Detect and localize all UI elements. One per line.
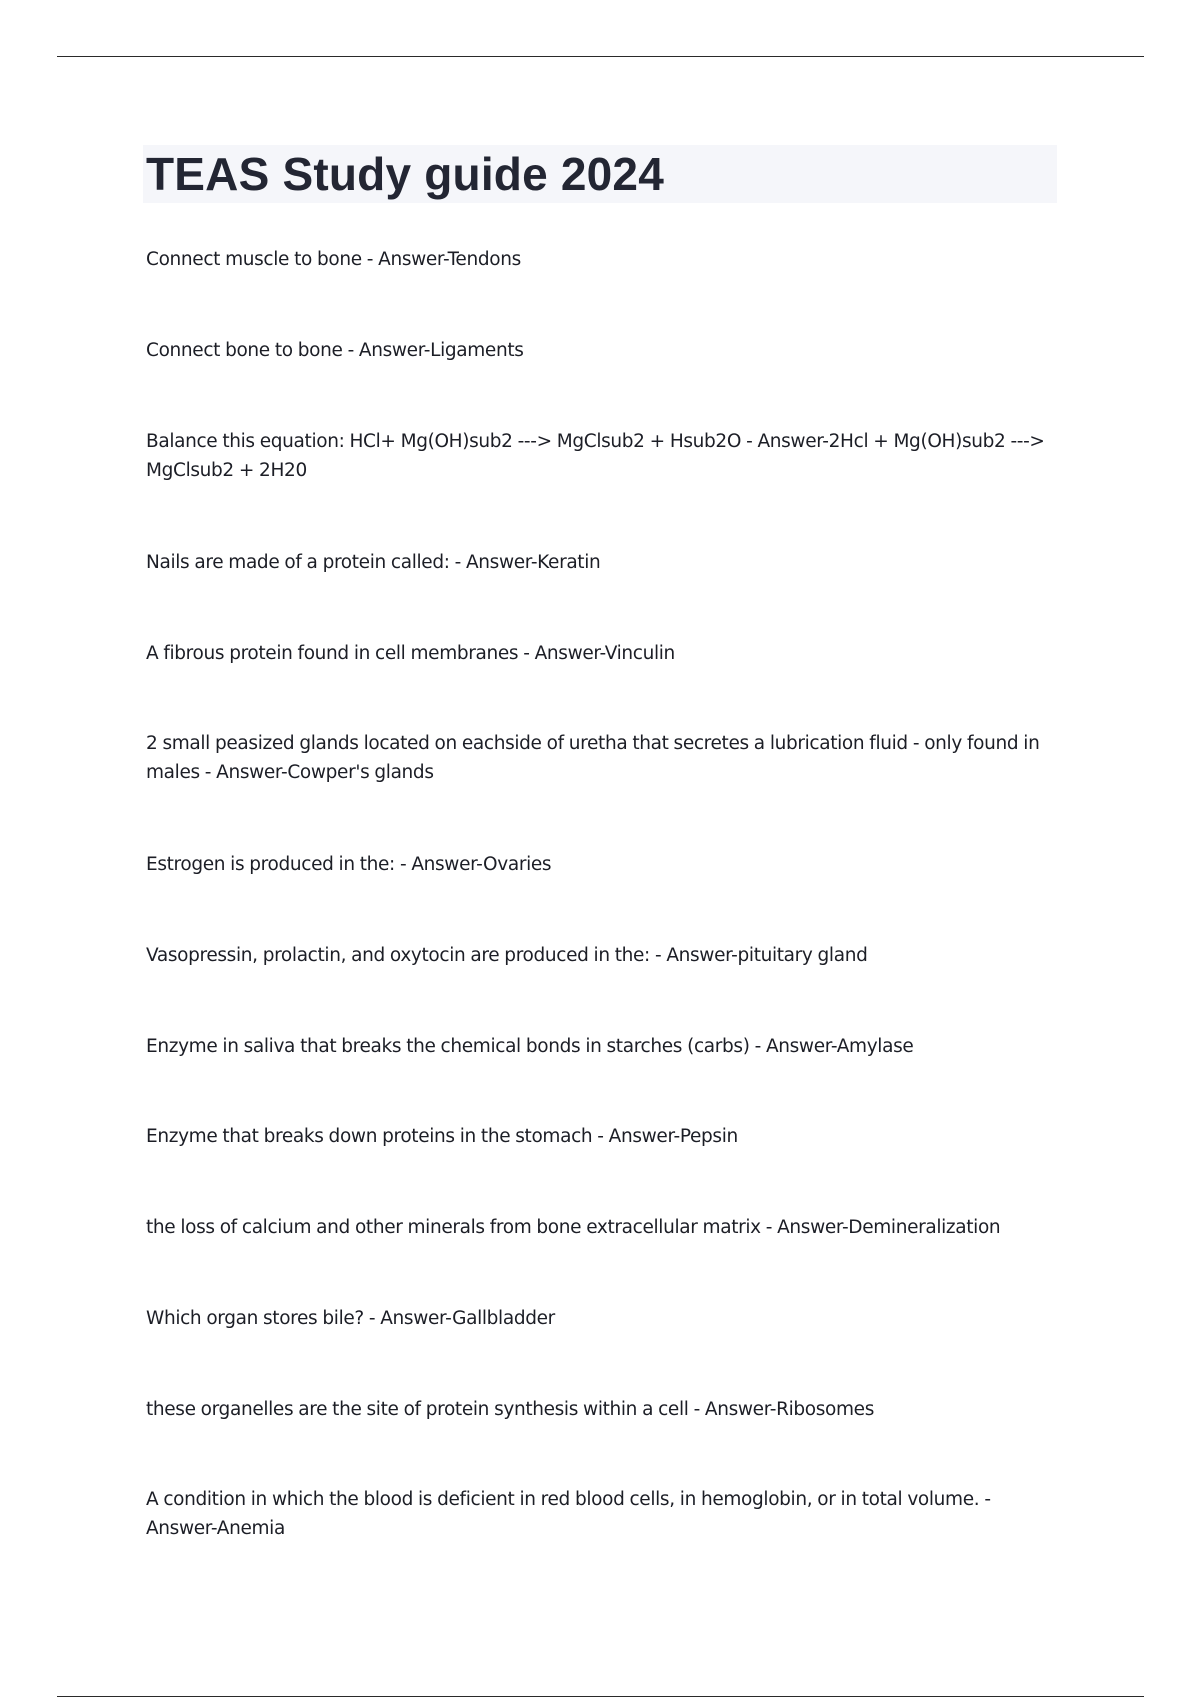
page-title: TEAS Study guide 2024: [146, 148, 664, 200]
qa-item-10: Enzyme that breaks down proteins in the stomach - Answer-Pepsin: [146, 1126, 738, 1147]
bottom-rule: [57, 1696, 1144, 1697]
top-rule: [57, 56, 1144, 57]
qa-item-12: Which organ stores bile? - Answer-Gallbladder: [146, 1308, 555, 1329]
qa-item-13: these organelles are the site of protein synthesis within a cell - Answer-Ribosomes: [146, 1399, 875, 1420]
qa-item-1: Connect muscle to bone - Answer-Tendons: [146, 249, 521, 270]
qa-item-2: Connect bone to bone - Answer-Ligaments: [146, 340, 524, 361]
qa-item-6: 2 small peasized glands located on eachside of uretha that secretes a lubrication fluid - only found in males - Answer-Cowper's glands: [146, 733, 1040, 783]
qa-item-4: Nails are made of a protein called: - Answer-Keratin: [146, 552, 601, 573]
title-banner: [143, 145, 1057, 203]
qa-item-5: A fibrous protein found in cell membranes - Answer-Vinculin: [146, 643, 675, 664]
qa-item-8: Vasopressin, prolactin, and oxytocin are produced in the: - Answer-pituitary gland: [146, 945, 868, 966]
qa-item-11: the loss of calcium and other minerals from bone extracellular matrix - Answer-Demineralization: [146, 1217, 1001, 1238]
qa-item-7: Estrogen is produced in the: - Answer-Ovaries: [146, 854, 552, 875]
qa-item-3: Balance this equation: HCl+ Mg(OH)sub2 ---> MgClsub2 + Hsub2O - Answer-2Hcl + Mg(OH)sub2 ---> MgClsub2 + 2H20: [146, 431, 1045, 481]
qa-item-9: Enzyme in saliva that breaks the chemical bonds in starches (carbs) - Answer-Amylase: [146, 1036, 914, 1057]
qa-item-14: A condition in which the blood is deficient in red blood cells, in hemoglobin, or in total volume. - Answer-Anemia: [146, 1489, 991, 1539]
